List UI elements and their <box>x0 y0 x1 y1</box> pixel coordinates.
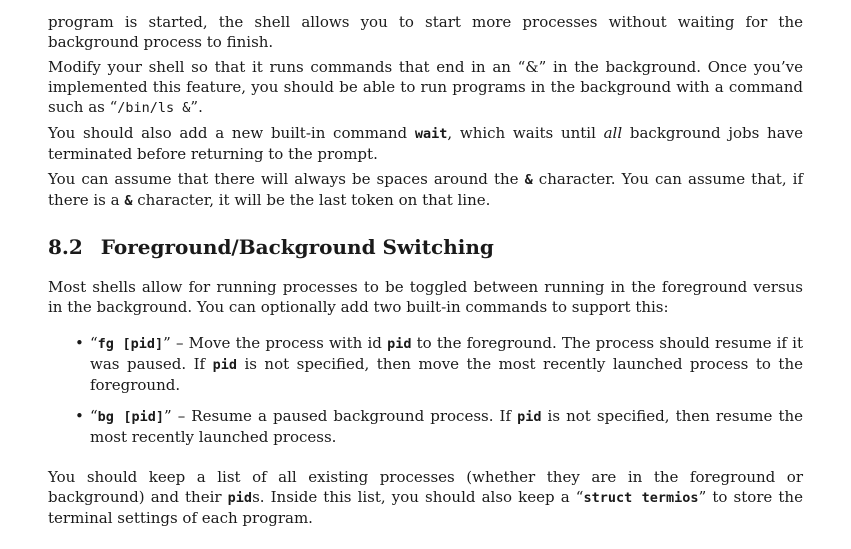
section-title: Foreground/Background Switching <box>100 235 494 259</box>
intro-paragraph-4 <box>48 169 803 211</box>
list-item-fg <box>75 333 803 395</box>
intro-paragraph-1 <box>48 12 803 52</box>
fg-text-b: to the foreground. The process should resume if it was paused. If <box>90 334 803 373</box>
intro-p1-text: program is started, the shell allows you to start more processes without waiting for the background process to finish. <box>48 13 803 51</box>
closing-text-c: ” to store the terminal settings of each program. <box>48 488 803 527</box>
intro-paragraph-3 <box>48 123 803 164</box>
bg-command-code: bg [pid] <box>97 409 164 425</box>
quote-open: “ <box>90 334 98 352</box>
fg-text-a: – Move the process with id <box>170 334 388 352</box>
intro-p4-text-c: character, it will be the last token on that line. <box>132 191 491 209</box>
section-intro-text: Most shells allow for running processes to be toggled between running in the foreground versus in the background. You can optionally add two built-in commands to support this: <box>48 278 803 316</box>
fg-text-c: is not specified, then move the most recently launched process to the foreground. <box>90 355 803 394</box>
bullet-icon: • <box>75 334 84 352</box>
section-number: 8.2 <box>48 235 83 259</box>
intro-p3-text-b: , which waits until <box>447 124 604 142</box>
ampersand-code-1: & <box>524 172 533 188</box>
pid-code: pid <box>227 490 253 506</box>
builtin-commands-list <box>48 333 803 447</box>
intro-p2-text-b: ”. <box>190 98 203 116</box>
ls-command-code: /bin/ls & <box>117 100 191 116</box>
all-emphasis: all <box>603 124 623 142</box>
closing-text-a: You should keep a list of all existing processes (whether they are in the foreground or background) and their <box>48 468 803 506</box>
quote-close: ” <box>163 334 171 352</box>
intro-p2-text-a: Modify your shell so that it runs commands that end in an “&” in the background. Once you’ve implemented this feature, you should be able to run programs in the background with a command such as “ <box>48 58 803 116</box>
fg-command-code: fg [pid] <box>97 336 164 352</box>
closing-paragraph <box>48 467 803 528</box>
pid-code: pid <box>387 336 412 352</box>
bg-text-a: – Resume a paused background process. If <box>171 407 518 425</box>
bg-text-b: is not specified, then resume the most recently launched process. <box>90 407 804 446</box>
bullet-icon: • <box>75 407 84 425</box>
section-heading <box>48 235 803 259</box>
pid-code: pid <box>517 409 542 425</box>
intro-paragraph-2 <box>48 57 803 118</box>
intro-p4-text-a: You can assume that there will always be spaces around the <box>48 170 525 188</box>
struct-termios-code: struct termios <box>583 490 699 506</box>
wait-command-code: wait <box>414 126 448 142</box>
quote-open: “ <box>90 407 98 425</box>
intro-p4-text-b: character. You can assume that, if there is a <box>48 170 804 209</box>
list-item-bg <box>75 406 804 447</box>
quote-close: ” <box>164 407 172 425</box>
closing-text-b: s. Inside this list, you should also keep a “ <box>252 488 584 506</box>
intro-p3-text-c: background jobs have terminated before returning to the prompt. <box>48 124 803 163</box>
pid-code: pid <box>212 357 237 373</box>
ampersand-code-2: & <box>124 193 133 209</box>
section-intro-paragraph <box>48 277 803 317</box>
intro-p3-text-a: You should also add a new built-in command <box>48 124 415 142</box>
